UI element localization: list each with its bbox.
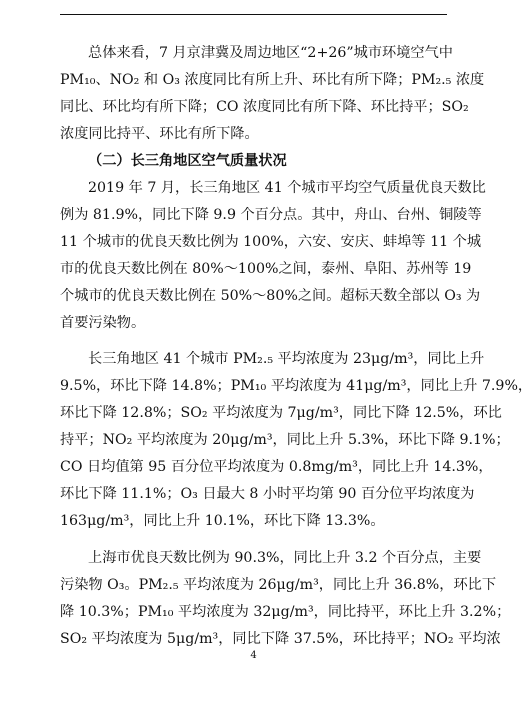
text-line: 市的优良天数比例在 80%～100%之间，泰州、阜阳、苏州等 19 bbox=[60, 261, 472, 277]
text-line: 环比下降 11.1%；O₃ 日最大 8 小时平均第 90 百分位平均浓度为 bbox=[60, 486, 475, 502]
text-line: 长三角地区 41 个城市 PM₂.₅ 平均浓度为 23μg/m³，同比上升 bbox=[88, 351, 485, 367]
text-line: PM₁₀、NO₂ 和 O₃ 浓度同比有所上升、环比有所下降；PM₂.₅ 浓度 bbox=[60, 72, 485, 88]
paragraph-good-days bbox=[60, 175, 486, 337]
text-line: 总体来看，7 月京津冀及周边地区“2+26”城市环境空气中 bbox=[88, 45, 453, 61]
text-line: 降 10.3%；PM₁₀ 平均浓度为 32μg/m³，同比持平，环比上升 3.2%； bbox=[60, 604, 511, 620]
body-text bbox=[60, 40, 532, 653]
text-line: 环比下降 12.8%；SO₂ 平均浓度为 7μg/m³，同比下降 12.5%，环比 bbox=[60, 405, 502, 421]
text-line: 首要污染物。 bbox=[60, 315, 146, 331]
text-line: CO 日均值第 95 百分位平均浓度为 0.8mg/m³，同比上升 14.3%， bbox=[60, 459, 493, 475]
text-line: 11 个城市的优良天数比例为 100%，六安、安庆、蚌埠等 11 个城 bbox=[60, 234, 482, 250]
paragraph-summary bbox=[60, 40, 485, 148]
paragraph-shanghai bbox=[60, 545, 511, 653]
text-line: 污染物 O₃。PM₂.₅ 平均浓度为 26μg/m³，同比上升 36.8%，环比下 bbox=[60, 577, 497, 593]
text-line: 上海市优良天数比例为 90.3%，同比上升 3.2 个百分点，主要 bbox=[88, 550, 482, 566]
section-heading: （二）长三角地区空气质量状况 bbox=[88, 153, 287, 169]
text-line: 持平；NO₂ 平均浓度为 20μg/m³，同比上升 5.3%，环比下降 9.1%； bbox=[60, 432, 510, 448]
text-line: 同比、环比均有所下降；CO 浓度同比有所下降、环比持平；SO₂ bbox=[60, 99, 469, 115]
text-line: 2019 年 7 月，长三角地区 41 个城市平均空气质量优良天数比 bbox=[88, 180, 486, 196]
paragraph-concentrations bbox=[60, 346, 532, 535]
text-line: 个城市的优良天数比例在 50%～80%之间。超标天数全部以 O₃ 为 bbox=[60, 288, 481, 304]
page-number: 4 bbox=[250, 650, 257, 661]
text-line: 浓度同比持平、环比有所下降。 bbox=[60, 126, 259, 142]
text-line: 163μg/m³，同比上升 10.1%，环比下降 13.3%。 bbox=[60, 513, 385, 529]
text-line: 9.5%，环比下降 14.8%；PM₁₀ 平均浓度为 41μg/m³，同比上升 7.9%， bbox=[60, 378, 532, 394]
header-rule bbox=[60, 14, 447, 15]
text-line: SO₂ 平均浓度为 5μg/m³，同比下降 37.5%，环比持平；NO₂ 平均浓 bbox=[60, 631, 501, 647]
text-line: 例为 81.9%，同比下降 9.9 个百分点。其中，舟山、台州、铜陵等 bbox=[60, 207, 482, 223]
